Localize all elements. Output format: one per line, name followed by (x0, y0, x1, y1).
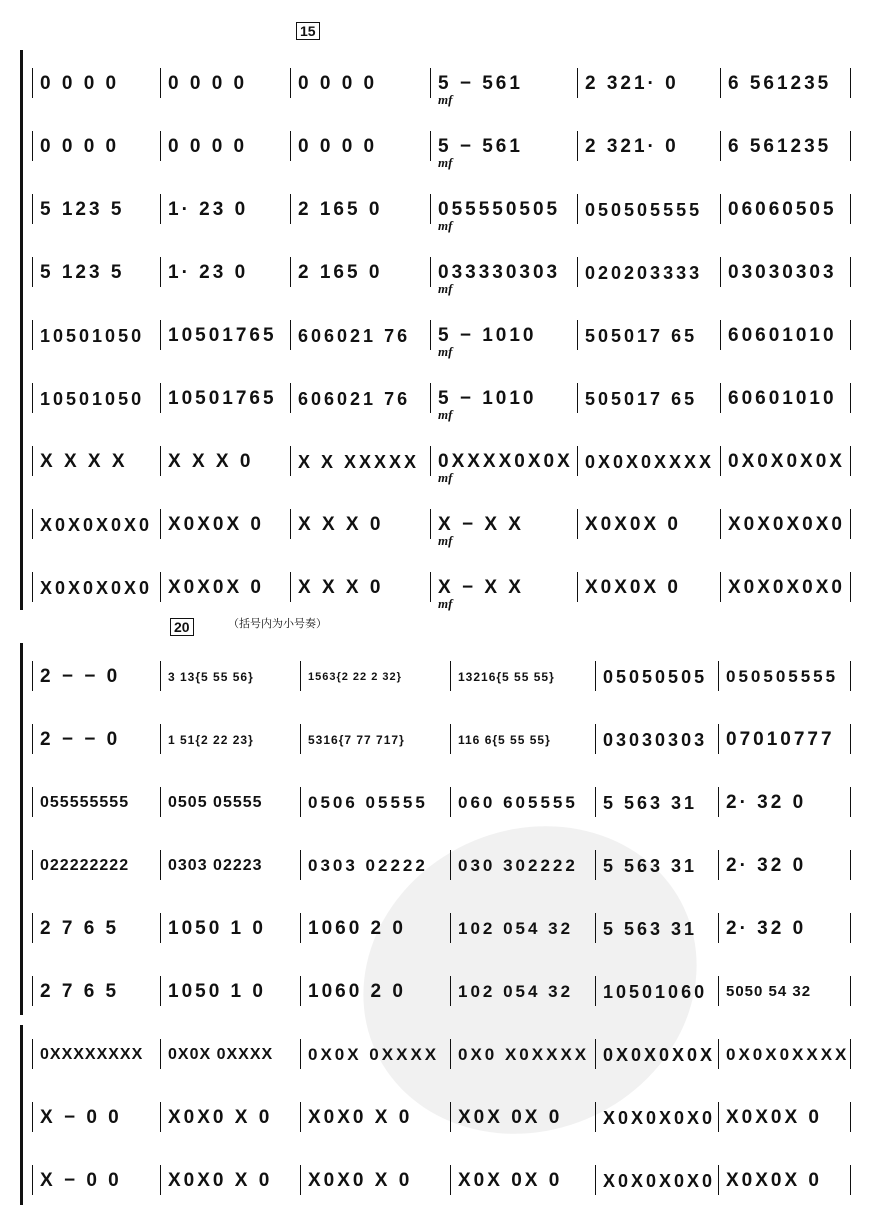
bar-line (595, 724, 596, 754)
measure: X0X0X 0 (585, 514, 681, 535)
measure: X0X0X0X0 (603, 1171, 716, 1191)
measure: X0X0X0X0 (40, 578, 153, 598)
bar-line (160, 976, 161, 1006)
bar-line (718, 1165, 719, 1195)
bar-line (430, 131, 431, 161)
bar-line (718, 787, 719, 817)
measure: 10501765 (168, 325, 277, 346)
bar-line (720, 194, 721, 224)
staff-line (0, 716, 875, 770)
bar-line (850, 661, 851, 691)
staff-line (0, 186, 875, 240)
bar-line (160, 787, 161, 817)
measure: X0X 0X 0 (458, 1170, 563, 1191)
measure: 0 0 0 0 (298, 73, 378, 94)
bar-line (430, 509, 431, 539)
measure: X0X0X0X0 (40, 515, 153, 535)
bar-line (595, 913, 596, 943)
measure: 1563{2 22 2 32} (308, 671, 402, 683)
bar-line (850, 383, 851, 413)
measure: 60601010 (728, 325, 837, 346)
bar-line (430, 383, 431, 413)
bar-line (300, 1165, 301, 1195)
measure: 606021 76 (298, 389, 411, 409)
bar-line (577, 509, 578, 539)
bar-line (300, 850, 301, 880)
bar-line (850, 446, 851, 476)
measure: 606021 76 (298, 326, 411, 346)
bar-line (300, 976, 301, 1006)
bar-line (430, 194, 431, 224)
bar-line (290, 383, 291, 413)
bar-line (595, 976, 596, 1006)
measure: 022222222 (40, 857, 130, 874)
bar-line (160, 1165, 161, 1195)
measure: X X XXXXX (298, 452, 420, 472)
measure: 10501060 (603, 982, 708, 1002)
bar-line (430, 257, 431, 287)
bar-line (160, 661, 161, 691)
bar-line (718, 976, 719, 1006)
bar-line (32, 446, 33, 476)
bar-line (32, 913, 33, 943)
bar-line (290, 68, 291, 98)
measure: 0 0 0 0 (298, 136, 378, 157)
bar-line (32, 976, 33, 1006)
bar-line (300, 1102, 301, 1132)
bar-line (160, 509, 161, 539)
bar-line (450, 661, 451, 691)
bar-line (720, 68, 721, 98)
bar-line (595, 1165, 596, 1195)
bar-line (450, 724, 451, 754)
measure: 06060505 (728, 199, 837, 220)
measure: 505017 65 (585, 326, 698, 346)
measure: 0X0X 0XXXX (308, 1045, 440, 1064)
bar-line (720, 131, 721, 161)
measure: 10501050 (40, 326, 145, 346)
measure: 0303 02222 (308, 856, 428, 875)
bar-line (160, 194, 161, 224)
measure: 116 6{5 55 55} (458, 733, 551, 747)
measure: X − X X (438, 514, 524, 535)
dynamic-marking: mf (438, 596, 453, 611)
dynamic-marking: mf (438, 533, 453, 548)
bar-line (850, 131, 851, 161)
staff-group-bracket (20, 432, 23, 610)
bar-line (718, 724, 719, 754)
dynamic-marking: mf (438, 281, 453, 296)
bar-line (32, 724, 33, 754)
bar-line (32, 572, 33, 602)
bar-line (450, 976, 451, 1006)
bar-line (718, 1102, 719, 1132)
staff-line (0, 968, 875, 1022)
measure: 6 561235 (728, 73, 832, 94)
measure: 5050 54 32 (726, 983, 812, 1000)
bar-line (32, 509, 33, 539)
bar-line (290, 446, 291, 476)
bar-line (720, 509, 721, 539)
bar-line (850, 976, 851, 1006)
bar-line (430, 446, 431, 476)
measure: 2 321· 0 (585, 73, 679, 94)
bar-line (32, 1102, 33, 1132)
bar-line (430, 68, 431, 98)
bar-line (290, 194, 291, 224)
measure: 13216{5 55 55} (458, 670, 555, 684)
bar-line (850, 913, 851, 943)
measure: 2 321· 0 (585, 136, 679, 157)
bar-line (850, 509, 851, 539)
measure: 055555555 (40, 794, 130, 811)
measure: 10501050 (40, 389, 145, 409)
measure: 0X0X0XXXX (726, 1045, 850, 1064)
measure: X X X 0 (298, 577, 384, 598)
measure: 1· 23 0 (168, 199, 249, 220)
staff-group-bracket (20, 643, 23, 779)
measure: 0 0 0 0 (40, 73, 120, 94)
bar-line (577, 383, 578, 413)
dynamic-marking: mf (438, 407, 453, 422)
measure: X0X0X 0 (168, 514, 264, 535)
measure: 0X0 X0XXXX (458, 1045, 590, 1064)
measure: 1060 2 0 (308, 981, 406, 1002)
measure: X X X 0 (298, 514, 384, 535)
staff-group-bracket (20, 50, 23, 186)
bar-line (577, 131, 578, 161)
bar-line (160, 383, 161, 413)
staff-line (0, 779, 875, 833)
bar-line (32, 661, 33, 691)
measure: 0X0X0X0X (603, 1045, 716, 1065)
bar-line (160, 913, 161, 943)
bar-line (32, 1039, 33, 1069)
bar-line (720, 572, 721, 602)
dynamic-marking: mf (438, 344, 453, 359)
bar-line (300, 724, 301, 754)
measure: 2 165 0 (298, 199, 383, 220)
bar-line (850, 572, 851, 602)
staff-line (0, 905, 875, 959)
bar-line (850, 320, 851, 350)
bar-line (450, 1102, 451, 1132)
bar-line (850, 1039, 851, 1069)
bar-line (850, 724, 851, 754)
staff-line (0, 60, 875, 114)
measure: 5 563 31 (603, 919, 698, 939)
measure: X − 0 0 (40, 1107, 122, 1128)
bar-line (160, 1039, 161, 1069)
bar-line (595, 661, 596, 691)
bar-line (160, 572, 161, 602)
measure: 6 561235 (728, 136, 832, 157)
measure: 2· 32 0 (726, 792, 807, 813)
bar-line (290, 572, 291, 602)
measure: 10501765 (168, 388, 277, 409)
staff-line (0, 1157, 875, 1211)
staff-line (0, 842, 875, 896)
measure: 055550505 (438, 199, 561, 220)
measure: X0X0 X 0 (168, 1107, 273, 1128)
measure: X0X0 X 0 (308, 1170, 413, 1191)
measure: 102 054 32 (458, 919, 574, 938)
bar-line (32, 131, 33, 161)
measure: 5 123 5 (40, 199, 125, 220)
measure: 030 302222 (458, 856, 578, 875)
measure: 102 054 32 (458, 982, 574, 1001)
measure: 03030303 (603, 730, 708, 750)
bar-line (720, 383, 721, 413)
rehearsal-mark: 15 (296, 22, 320, 40)
measure: 505017 65 (585, 389, 698, 409)
rehearsal-mark: 20 (170, 618, 194, 636)
bar-line (300, 787, 301, 817)
staff-line (0, 123, 875, 177)
bar-line (300, 913, 301, 943)
measure: 1 51{2 22 23} (168, 733, 254, 747)
bar-line (850, 257, 851, 287)
bar-line (595, 1039, 596, 1069)
measure: X0X0X 0 (726, 1107, 822, 1128)
bar-line (595, 850, 596, 880)
measure: 3 13{5 55 56} (168, 670, 254, 684)
bar-line (450, 850, 451, 880)
measure: 0X0X0X0X (728, 451, 845, 472)
measure: 0XXXX0X0X (438, 451, 573, 472)
measure: 60601010 (728, 388, 837, 409)
measure: 2 − − 0 (40, 729, 121, 750)
staff-line (0, 375, 875, 429)
bar-line (32, 1165, 33, 1195)
bar-line (577, 68, 578, 98)
dynamic-marking: mf (438, 218, 453, 233)
measure: 050505555 (585, 200, 703, 220)
bar-line (850, 194, 851, 224)
measure: 5 − 561 (438, 73, 523, 94)
measure: X0X0X 0 (168, 577, 264, 598)
bar-line (160, 446, 161, 476)
bar-line (577, 257, 578, 287)
bar-line (300, 661, 301, 691)
bar-line (160, 1102, 161, 1132)
bar-line (160, 68, 161, 98)
staff-line (0, 564, 875, 618)
measure: 5 − 561 (438, 136, 523, 157)
bar-line (32, 320, 33, 350)
bar-line (450, 787, 451, 817)
staff-group-bracket (20, 1025, 23, 1205)
bar-line (32, 194, 33, 224)
measure: 1060 2 0 (308, 918, 406, 939)
bar-line (850, 1165, 851, 1195)
bar-line (160, 131, 161, 161)
measure: X0X0X 0 (726, 1170, 822, 1191)
measure: 05050505 (603, 667, 708, 687)
bar-line (32, 257, 33, 287)
measure: X0X0 X 0 (308, 1107, 413, 1128)
bar-line (430, 572, 431, 602)
measure: 060 605555 (458, 793, 578, 812)
bar-line (577, 320, 578, 350)
measure: X − X X (438, 577, 524, 598)
measure: 0303 02223 (168, 857, 263, 874)
measure: 5 123 5 (40, 262, 125, 283)
staff-line (0, 438, 875, 492)
staff-line (0, 653, 875, 707)
bar-line (290, 320, 291, 350)
measure: 050505555 (726, 667, 839, 686)
bar-line (300, 1039, 301, 1069)
staff-line (0, 249, 875, 303)
bar-line (850, 787, 851, 817)
measure: 2 7 6 5 (40, 918, 120, 939)
bar-line (850, 68, 851, 98)
measure: 0 0 0 0 (168, 136, 248, 157)
dynamic-marking: mf (438, 92, 453, 107)
bar-line (450, 913, 451, 943)
bar-line (32, 850, 33, 880)
measure: 1050 1 0 (168, 918, 266, 939)
bar-line (720, 257, 721, 287)
bar-line (718, 913, 719, 943)
staff-line (0, 501, 875, 555)
dynamic-marking: mf (438, 155, 453, 170)
measure: 5 563 31 (603, 856, 698, 876)
measure: 03030303 (728, 262, 837, 283)
measure: X X X X (40, 451, 128, 472)
measure: 2 165 0 (298, 262, 383, 283)
measure: 0506 05555 (308, 793, 428, 812)
bar-line (718, 1039, 719, 1069)
bar-line (718, 661, 719, 691)
measure: 2· 32 0 (726, 855, 807, 876)
bar-line (32, 68, 33, 98)
measure: 2 − − 0 (40, 666, 121, 687)
score-system (0, 615, 875, 1215)
bar-line (720, 320, 721, 350)
score-system (0, 20, 875, 620)
measure: 1050 1 0 (168, 981, 266, 1002)
bar-line (718, 850, 719, 880)
staff-line (0, 312, 875, 366)
staff-line (0, 1031, 875, 1085)
bar-line (430, 320, 431, 350)
staff-line (0, 1094, 875, 1148)
measure: 1· 23 0 (168, 262, 249, 283)
measure: 0 0 0 0 (40, 136, 120, 157)
measure: 033330303 (438, 262, 561, 283)
performance-note: （括号内为小号奏） (228, 617, 327, 630)
measure: 0XXXXXXXX (40, 1046, 144, 1063)
bar-line (850, 850, 851, 880)
bar-line (290, 257, 291, 287)
bar-line (595, 787, 596, 817)
measure: X0X0X0X0 (603, 1108, 716, 1128)
bar-line (850, 1102, 851, 1132)
dynamic-marking: mf (438, 470, 453, 485)
measure: X X X 0 (168, 451, 254, 472)
bar-line (160, 850, 161, 880)
measure: 07010777 (726, 729, 835, 750)
measure: X0X0X0X0 (728, 577, 845, 598)
bar-line (160, 724, 161, 754)
bar-line (595, 1102, 596, 1132)
measure: 0 0 0 0 (168, 73, 248, 94)
measure: 5 − 1010 (438, 388, 537, 409)
bar-line (720, 446, 721, 476)
measure: X0X0X 0 (585, 577, 681, 598)
bar-line (32, 383, 33, 413)
measure: 0X0X 0XXXX (168, 1046, 274, 1063)
bar-line (160, 320, 161, 350)
bar-line (290, 131, 291, 161)
measure: X0X0X0X0 (728, 514, 845, 535)
staff-group-bracket (20, 773, 23, 1015)
measure: X − 0 0 (40, 1170, 122, 1191)
measure: 2· 32 0 (726, 918, 807, 939)
bar-line (577, 446, 578, 476)
bar-line (450, 1165, 451, 1195)
measure: 2 7 6 5 (40, 981, 120, 1002)
bar-line (32, 787, 33, 817)
measure: 020203333 (585, 263, 703, 283)
measure: 0505 05555 (168, 794, 263, 811)
measure: X0X 0X 0 (458, 1107, 563, 1128)
measure: X0X0 X 0 (168, 1170, 273, 1191)
measure: 0X0X0XXXX (585, 452, 715, 472)
bar-line (450, 1039, 451, 1069)
bar-line (577, 572, 578, 602)
bar-line (160, 257, 161, 287)
measure: 5 − 1010 (438, 325, 537, 346)
measure: 5316{7 77 717} (308, 733, 405, 747)
measure: 5 563 31 (603, 793, 698, 813)
bar-line (577, 194, 578, 224)
bar-line (290, 509, 291, 539)
